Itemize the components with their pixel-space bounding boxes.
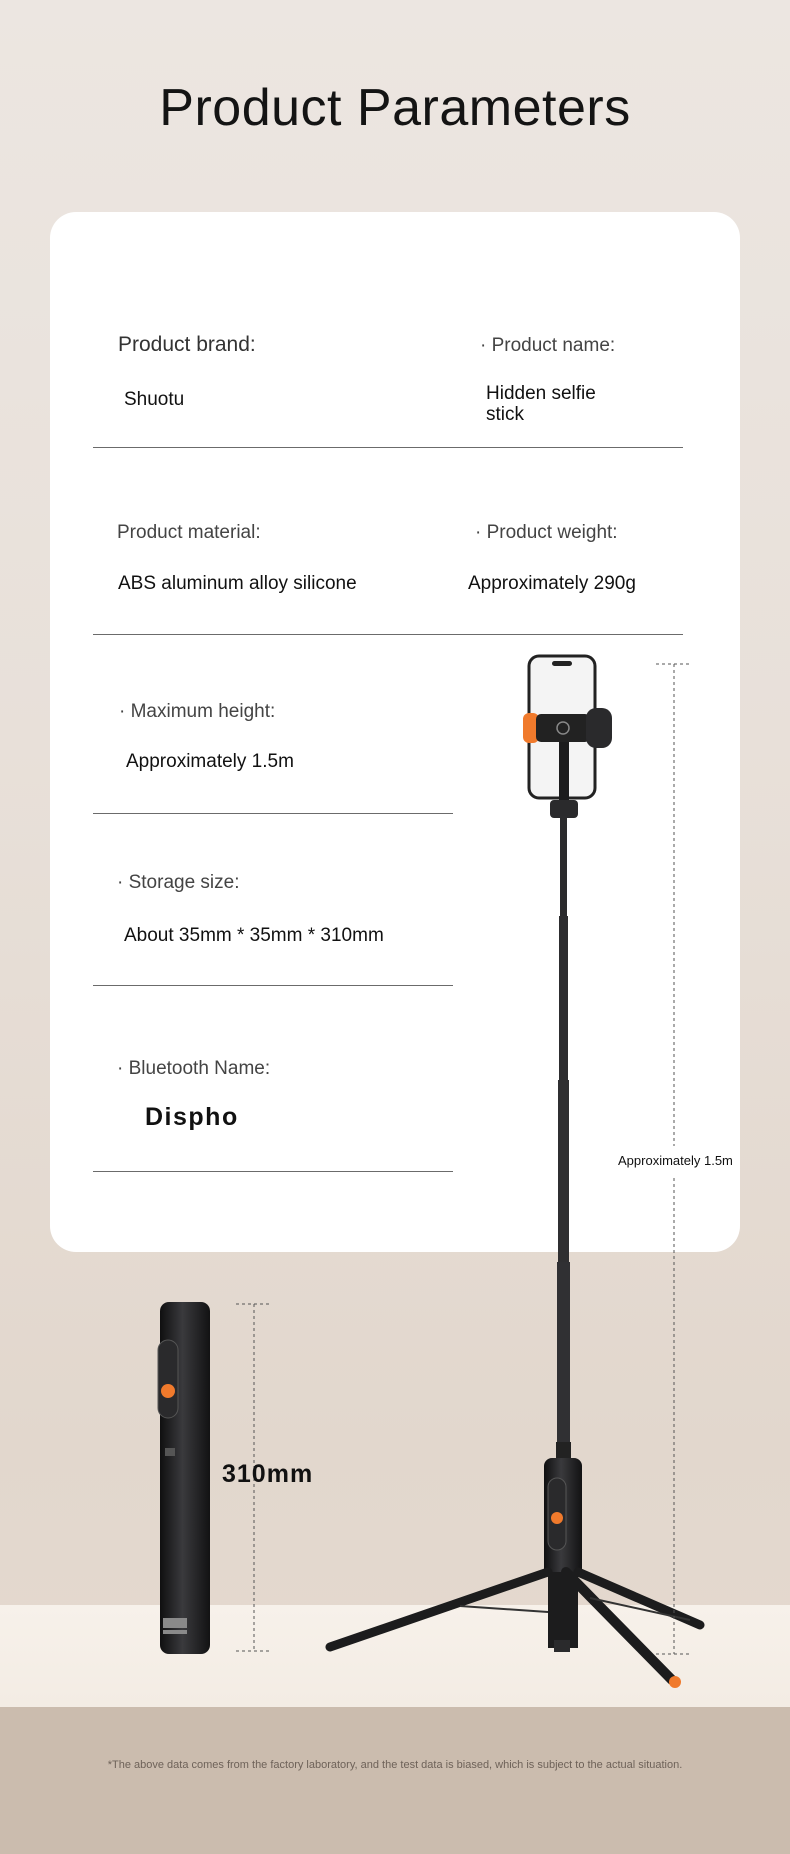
max-height-label: · Maximum height: (119, 701, 276, 722)
brand-value: Shuotu (124, 389, 185, 410)
brand-label: Product brand: (118, 333, 256, 356)
disclaimer: *The above data comes from the factory laboratory, and the test data is biased, which is subject to the actual situation. (107, 1759, 683, 1771)
max-height-value: Approximately 1.5m (126, 751, 294, 772)
bluetooth-label: · Bluetooth Name: (117, 1058, 271, 1079)
shutter-button-icon (551, 1512, 563, 1524)
folded-length-label: 310mm (222, 1460, 314, 1488)
material-label: Product material: (117, 522, 261, 543)
product-name-label: · Product name: (480, 335, 616, 356)
shutter-button-icon (161, 1384, 175, 1398)
storage-label: · Storage size: (117, 872, 240, 893)
page-title: Product Parameters (159, 79, 631, 137)
product-name-line-2: stick (486, 404, 524, 425)
material-value: ABS aluminum alloy silicone (118, 573, 357, 594)
bluetooth-value: Dispho (145, 1103, 239, 1131)
weight-value: Approximately 290g (468, 573, 636, 594)
weight-label: · Product weight: (475, 522, 618, 543)
folded-stick (158, 1302, 210, 1654)
product-name-line-1: Hidden selfie (486, 383, 596, 404)
storage-value: About 35mm * 35mm * 310mm (124, 925, 384, 946)
extended-height-label: Approximately 1.5m (618, 1153, 733, 1168)
extended-stick (330, 656, 700, 1688)
